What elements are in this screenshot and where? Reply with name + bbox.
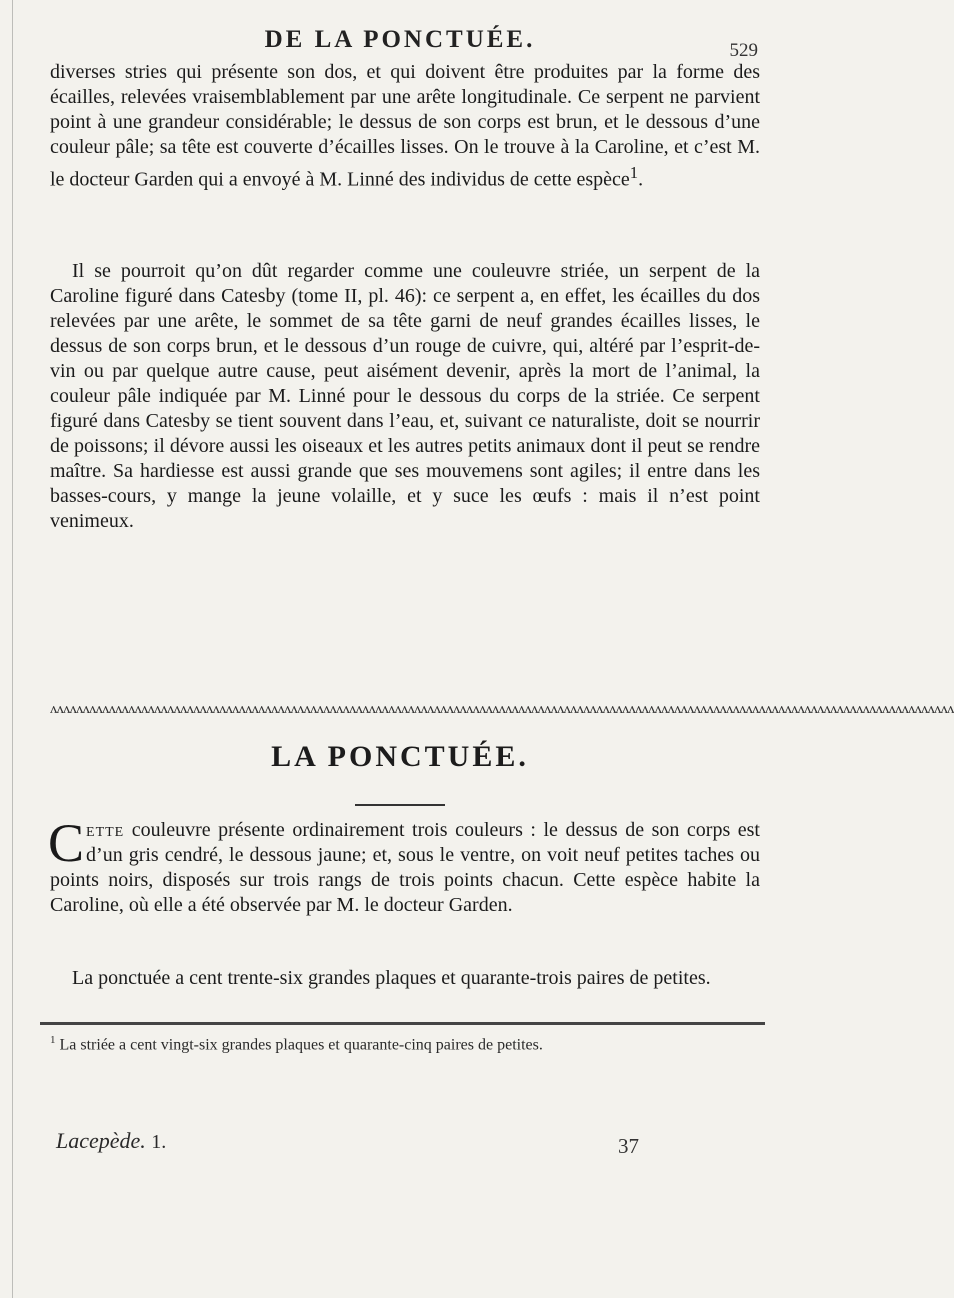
- footnote-text: La striée a cent vingt-six grandes plaques et quarante-cinq paires de petites.: [55, 1036, 543, 1054]
- paragraph-1: diverses stries qui présente son dos, et qui doivent être produites par la forme des écailles, relevées vraisemblablement par une arête longitudinale. Ce serpent ne parvient point à une grandeur considérable; le dessus de son corps est brun, et le dessous d’une couleur pâle; sa tête est couverte d’écailles lisses. On le trouve à la Caroline, et c’est M. le docteur Garden qui a envoyé à M. Linné des individus de cette espèce$^1$.: [50, 61, 760, 191]
- footnote-marker: 1: [50, 1034, 56, 1046]
- title-rule: [355, 804, 445, 806]
- footnote: [50, 1030, 760, 1055]
- printer-signature: [56, 1128, 166, 1154]
- paragraph-1-text: diverses stries qui présente son dos, et qui doivent être produites par la forme des écailles, relevées vraisemblablement par une arête longitudinale. Ce serpent ne parvient point à une grandeur considérable; le dessus de son corps est brun, et le dessous d’une couleur pâle; sa tête est couverte d’écailles lisses. On le trouve à la Caroline, et c’est M. le docteur Garden qui a envoyé à M. Linné des individus de cette espèce: [50, 61, 760, 191]
- signature-volume: 1.: [151, 1131, 167, 1153]
- section-title: LA PONCTUÉE.: [271, 740, 529, 773]
- footnote-reference: 1: [629, 163, 639, 182]
- drop-cap: C: [48, 813, 85, 873]
- ornamental-divider: ʌʌʌʌʌʌʌʌʌʌʌʌʌʌʌʌʌʌʌʌʌʌʌʌʌʌʌʌʌʌʌʌʌʌʌʌʌʌʌʌʌʌʌʌʌʌʌʌʌʌʌʌʌʌʌʌʌʌʌʌʌʌʌʌʌʌʌʌʌʌʌʌʌʌʌʌʌʌʌʌʌʌʌʌʌʌʌʌʌʌʌʌʌʌʌʌʌʌʌʌʌʌʌʌʌʌʌʌʌʌʌʌʌʌʌʌʌʌʌʌʌʌʌʌʌʌʌʌʌʌʌʌʌʌʌʌʌʌʌ: [50, 701, 954, 717]
- paragraph-3-smallcaps: ette: [86, 819, 125, 841]
- signature-sheet-number: 37: [618, 1134, 639, 1158]
- footnote-rule: [40, 1022, 765, 1025]
- paragraph-2: Il se pourroit qu’on dût regarder comme une couleuvre striée, un serpent de la Caroline figuré dans Catesby (tome II, pl. 46): ce serpent a, en effet, les écailles du dos relevées par une arête, le sommet de sa tête garni de neuf grandes écailles lisses, le dessus de son corps brun, et le dessous d’un rouge de cuivre, qui, altéré par l’esprit-de-vin ou par quelque autre cause, peut aisément devenir, après la mort de l’animal, la couleur pâle indiquée par M. Linné pour le dessous du corps de la striée. Ce serpent figuré dans Catesby se tient souvent dans l’eau, et, suivant ce naturaliste, doit se nourrir de poissons; il dévore aussi les oiseaux et les autres petits animaux dont il peut se rendre maître. Sa hardiesse est aussi grande que ses mouvemens sont agiles; il entre dans les basses-cours, y mange la jeune volaille, et y suce les œufs : mais il n’est point venimeux.: [50, 260, 760, 532]
- paragraph-3: [48, 813, 760, 918]
- paragraph-4: La ponctuée a cent trente-six grandes plaques et quarante-trois paires de petites.: [72, 967, 711, 989]
- page-edge-line: [12, 0, 13, 1298]
- page-number: 529: [729, 40, 758, 61]
- signature-author: Lacepède.: [56, 1128, 146, 1153]
- running-title: DE LA PONCTUÉE.: [264, 26, 536, 53]
- paragraph-3-text: couleuvre présente ordinairement trois couleurs : le dessus de son corps est d’un gris cendré, le dessous jaune; et, sous le ventre, on voit neuf petites taches ou points noirs, disposés sur trois rangs de trois points chacun. Cette espèce habite la Caroline, où elle a été observée par M. le docteur Garden.: [50, 819, 760, 916]
